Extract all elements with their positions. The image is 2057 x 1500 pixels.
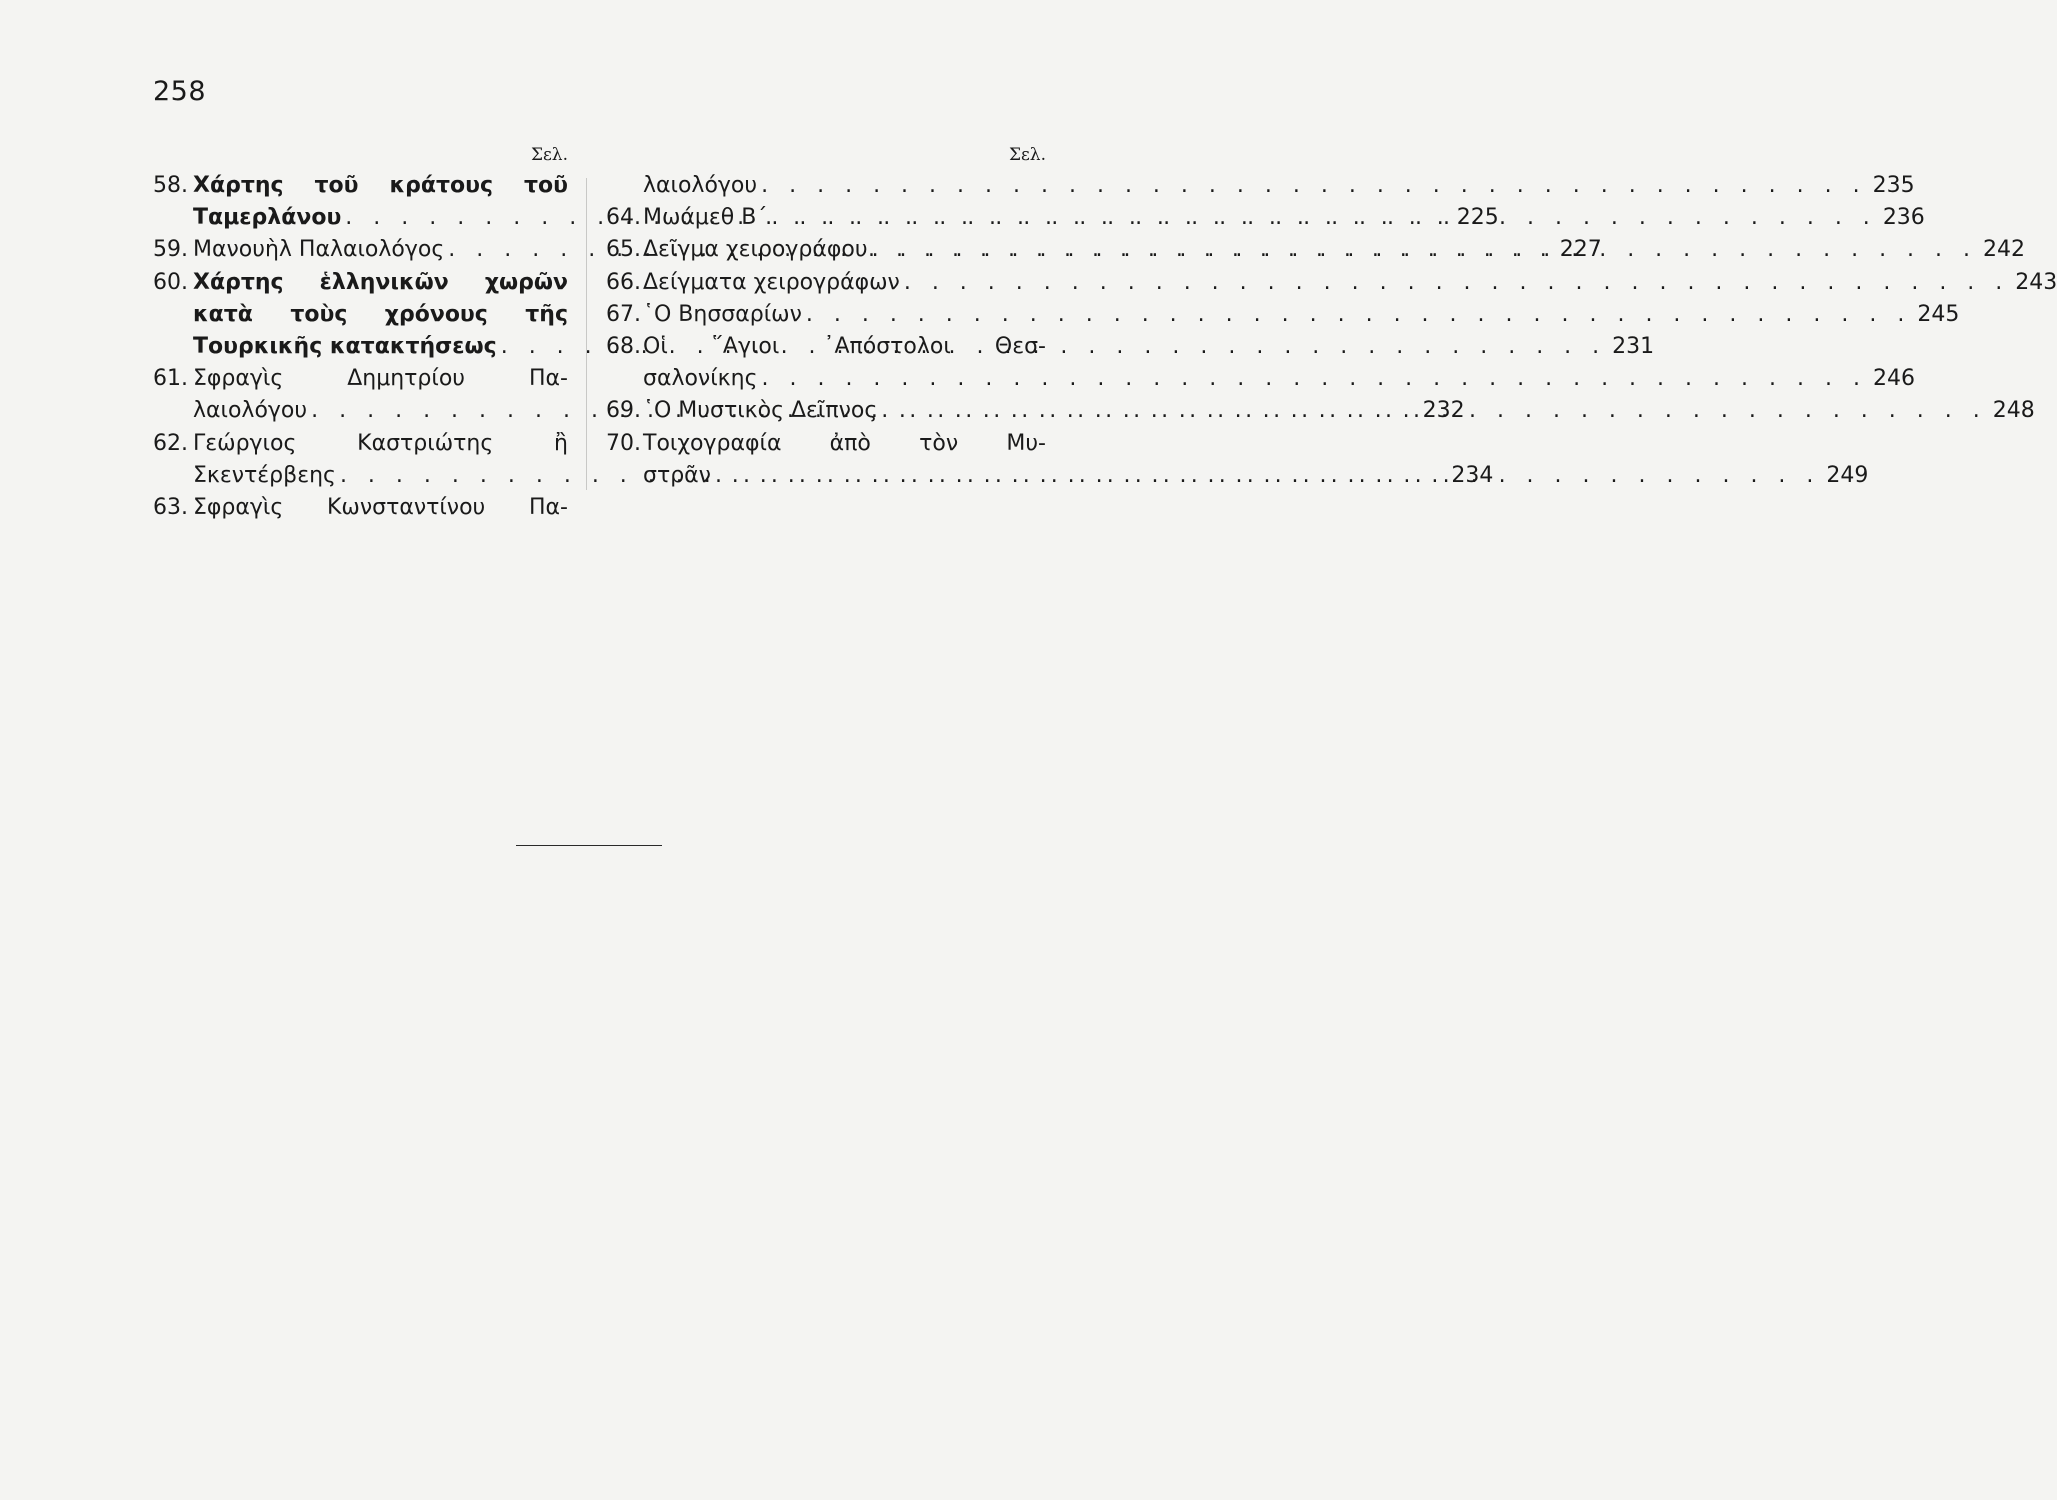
entry-number: 64. xyxy=(606,205,641,231)
entry-title: ῾Ο Βησσαρίων xyxy=(643,301,802,327)
entry-title-continued: λαιολόγου xyxy=(643,173,758,198)
entry-title: Σφραγὶς Δημητρίου Πα- xyxy=(193,366,568,392)
entry-number: 59. xyxy=(153,237,188,263)
entry-number: 69. xyxy=(606,398,641,424)
entry-page: 245 xyxy=(1917,301,1960,327)
dot-leader xyxy=(904,267,2009,299)
entry-title: Δεῖγμα χειρογράφου xyxy=(643,237,868,263)
entry-title-continued: Ταμερλάνου xyxy=(193,205,342,231)
entry-page: 227 xyxy=(1559,237,1602,263)
entry-title: Οἱ ῞Αγιοι ᾿Απόστολοι Θεσ- xyxy=(643,333,1046,359)
entry-number: 61. xyxy=(153,366,188,392)
entry-number: 62. xyxy=(153,430,188,456)
entry-page: 249 xyxy=(1826,462,1869,488)
entry-page: 236 xyxy=(1882,205,1925,231)
entry-title: ῾Ο Μυστικὸς Δεῖπνος xyxy=(643,398,878,424)
toc-entry-66 xyxy=(606,267,2057,299)
entry-title: Χάρτης ἑλληνικῶν χωρῶν xyxy=(193,269,568,295)
entry-page: 225 xyxy=(1456,205,1499,231)
dot-leader xyxy=(771,202,1876,234)
entry-page: 248 xyxy=(1992,398,2035,424)
dot-leader xyxy=(761,363,1866,395)
entry-title-continued: σαλονίκης xyxy=(643,366,758,392)
entry-number: 70. xyxy=(606,430,641,456)
page-number: 258 xyxy=(153,76,207,107)
column-header-page: Σελ. xyxy=(1008,145,1046,165)
entry-number: 68. xyxy=(606,333,641,359)
entry-number: 65. xyxy=(606,237,641,263)
dot-leader xyxy=(715,460,1820,492)
entry-page: 242 xyxy=(1983,237,2026,263)
entry-title-continued: στρᾶν xyxy=(643,462,711,488)
column-header-page: Σελ. xyxy=(530,145,568,165)
toc-entry-63-continued xyxy=(606,170,1915,202)
entry-page: 246 xyxy=(1872,366,1915,392)
toc-entry-63 xyxy=(153,492,568,524)
entry-title: Χάρτης τοῦ κράτους τοῦ xyxy=(193,173,568,198)
entry-title-continued: Σκεντέρβεης xyxy=(193,462,336,488)
dot-leader xyxy=(872,234,1977,266)
entry-page: 234 xyxy=(1451,462,1494,488)
entry-title: Μανουὴλ Παλαιολόγος xyxy=(193,237,445,263)
end-rule xyxy=(516,845,662,846)
column-divider xyxy=(586,178,587,490)
entry-page: 231 xyxy=(1612,333,1655,359)
entry-page: 243 xyxy=(2015,269,2057,295)
entry-number: 63. xyxy=(153,494,188,520)
entry-title-continued: Τουρκικῆς κατακτήσεως xyxy=(193,333,497,359)
entry-number: 67. xyxy=(606,301,641,327)
toc-entry-67 xyxy=(606,299,1960,331)
entry-title: Δείγματα χειρογράφων xyxy=(643,269,900,295)
entry-page: 232 xyxy=(1422,398,1465,424)
entry-number: 58. xyxy=(153,173,188,198)
entry-title: Μωάμεθ Β΄ xyxy=(643,205,768,231)
entry-number: 66. xyxy=(606,269,641,295)
entry-page: 235 xyxy=(1872,173,1915,198)
entry-number: 60. xyxy=(153,269,188,295)
entry-title: Σφραγὶς Κωνσταντίνου Πα- xyxy=(193,494,568,520)
entry-title-continued: λαιολόγου xyxy=(193,398,308,424)
entry-title: Γεώργιος Καστριώτης ἢ xyxy=(193,430,568,456)
entry-title-continued: κατὰ τοὺς χρόνους τῆς xyxy=(193,301,568,327)
dot-leader xyxy=(761,170,1866,202)
entry-title: Τοιχογραφία ἀπὸ τὸν Μυ- xyxy=(643,430,1046,456)
dot-leader xyxy=(806,299,1911,331)
dot-leader xyxy=(881,395,1986,427)
